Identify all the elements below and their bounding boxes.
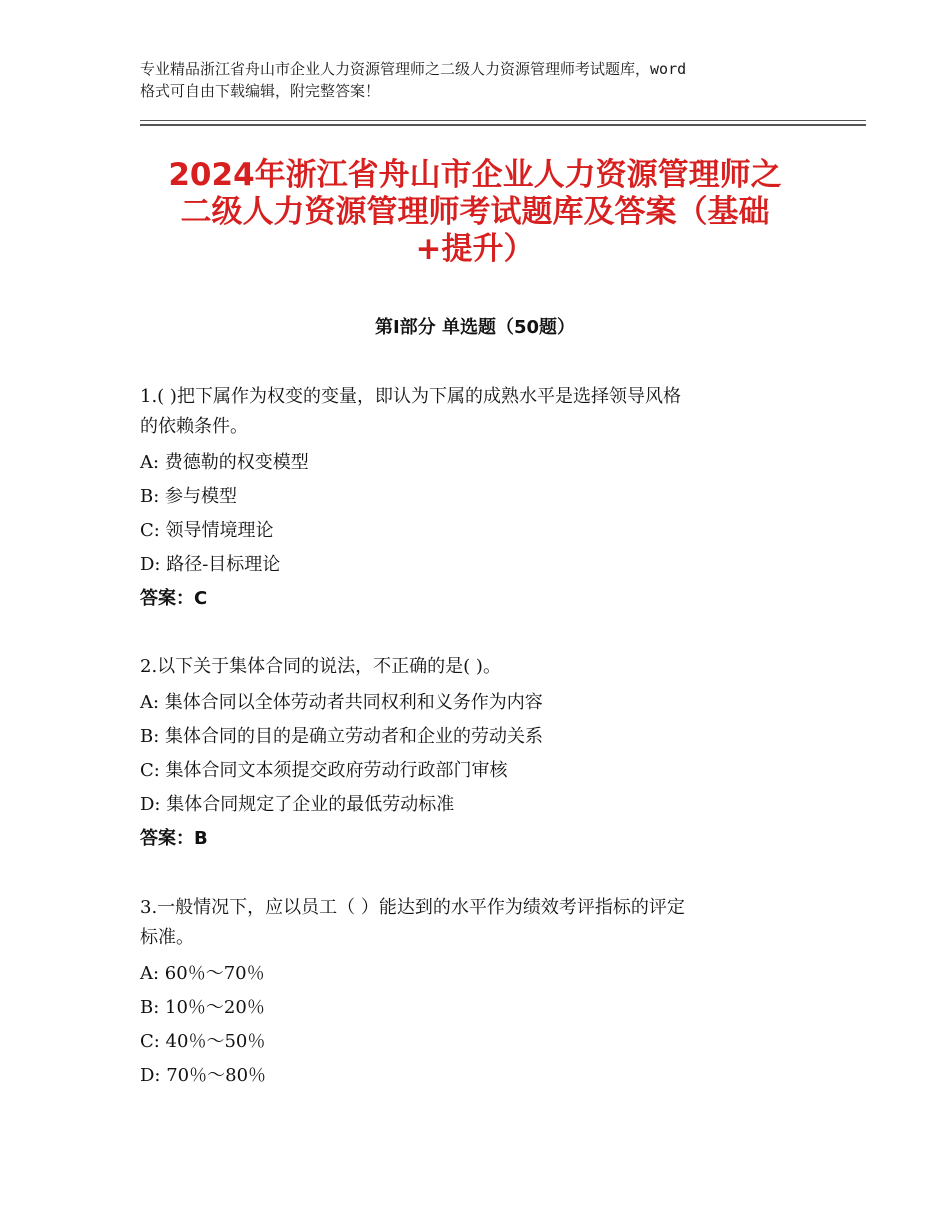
title-line: +提升） <box>415 231 535 267</box>
stem-line: 2.以下关于集体合同的说法，不正确的是( )。 <box>140 656 501 677</box>
option-c: C: 40％～50％ <box>140 1031 266 1052</box>
question-1 <box>140 382 820 616</box>
stem-line: 的依赖条件。 <box>140 416 248 437</box>
option-c: C: 集体合同文本须提交政府劳动行政部门审核 <box>140 760 508 781</box>
title-line: 二级人力资源管理师考试题库及答案（基础 <box>180 194 770 230</box>
header-rule <box>140 124 866 126</box>
question-stem <box>140 382 820 442</box>
document-title <box>110 157 840 268</box>
option-c: C: 领导情境理论 <box>140 520 274 541</box>
title-line: 2024年浙江省舟山市企业人力资源管理师之 <box>168 157 782 193</box>
option-d: D: 路径-目标理论 <box>140 554 281 575</box>
option-d: D: 70％～80％ <box>140 1065 267 1086</box>
header-note <box>140 58 830 102</box>
stem-line: 3.一般情况下，应以员工（ ）能达到的水平作为绩效考评指标的评定 <box>140 897 685 918</box>
option-b: B: 10％～20％ <box>140 997 265 1018</box>
header-rule <box>140 120 866 121</box>
option-b: B: 参与模型 <box>140 486 238 507</box>
option-a: A: 集体合同以全体劳动者共同权利和义务作为内容 <box>140 692 543 713</box>
question-stem <box>140 893 820 953</box>
answer: 答案：C <box>140 588 208 609</box>
option-a: A: 费德勒的权变模型 <box>140 452 309 473</box>
stem-line: 1.( )把下属作为权变的变量，即认为下属的成熟水平是选择领导风格 <box>140 386 681 407</box>
option-d: D: 集体合同规定了企业的最低劳动标准 <box>140 794 455 815</box>
question-3 <box>140 893 820 1093</box>
stem-line: 标准。 <box>140 927 194 948</box>
option-a: A: 60％～70％ <box>140 963 265 984</box>
answer: 答案：B <box>140 828 208 849</box>
section-heading: 第Ⅰ部分 单选题（50题） <box>374 317 575 338</box>
question-stem <box>140 652 820 682</box>
header-note-line: 格式可自由下载编辑，附完整答案！ <box>140 82 381 100</box>
header-note-line: 专业精品浙江省舟山市企业人力资源管理师之二级人力资源管理师考试题库，word <box>140 60 687 78</box>
option-b: B: 集体合同的目的是确立劳动者和企业的劳动关系 <box>140 726 544 747</box>
question-2 <box>140 652 820 856</box>
